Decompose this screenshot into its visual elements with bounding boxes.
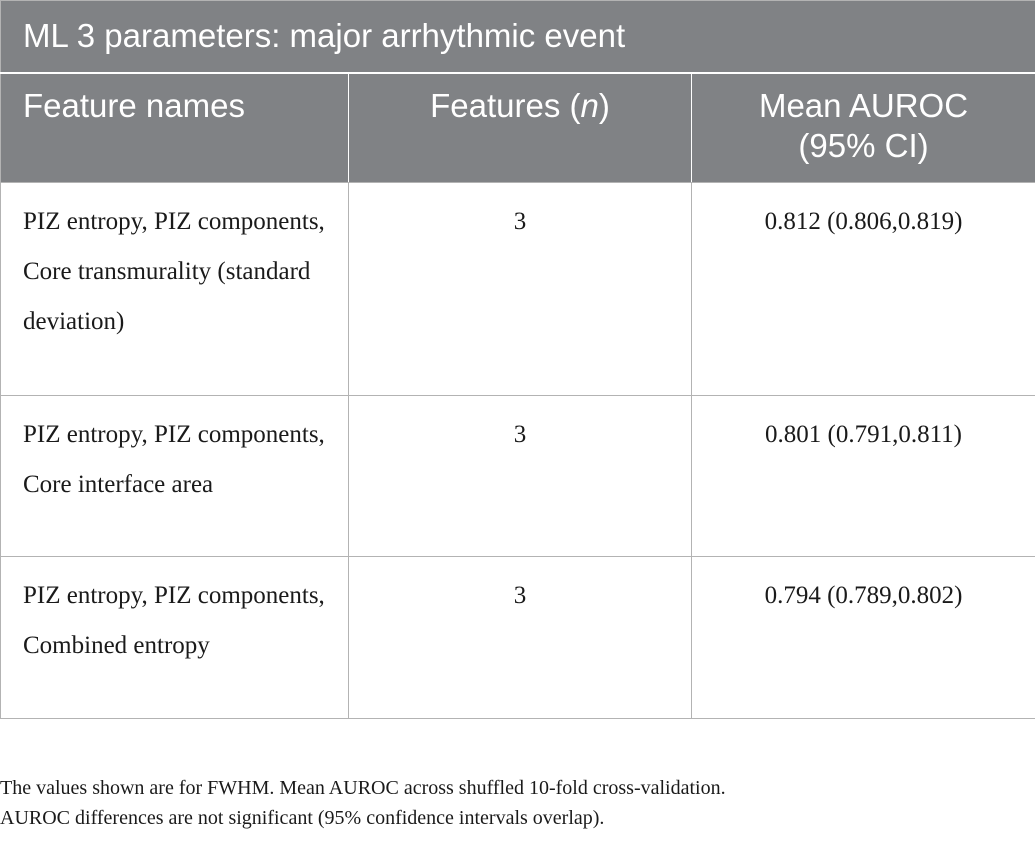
table-row [1,396,1035,557]
header-features-n-prefix: Features ( [430,86,581,124]
cell-mean-auroc: 0.794 (0.789,0.802) [692,557,1035,719]
cell-feature-names: PIZ entropy, PIZ components, Combined entropy [1,557,349,719]
header-features-n-variable: n [580,86,599,124]
table-title: ML 3 parameters: major arrhythmic event [1,1,1035,73]
header-feature-names: Feature names [1,73,349,183]
header-mean-auroc-line2: (95% CI) [798,126,929,164]
cell-mean-auroc: 0.801 (0.791,0.811) [692,396,1035,557]
cell-features-n: 3 [349,396,692,557]
header-features-n-suffix: ) [598,86,610,124]
header-mean-auroc-line1: Mean AUROC [758,86,969,124]
table-header-row [1,73,1035,183]
footnote-line-2: AUROC differences are not significant (95% confidence intervals overlap). [0,807,605,829]
table-row [1,557,1035,719]
cell-mean-auroc: 0.812 (0.806,0.819) [692,183,1035,396]
footnote-line-1: The values shown are for FWHM. Mean AUROC across shuffled 10-fold cross-validation. [0,777,726,799]
table-title-row [1,1,1035,73]
table-row [1,183,1035,396]
header-mean-auroc [692,73,1035,183]
cell-feature-names: PIZ entropy, PIZ components, Core interface area [1,396,349,557]
header-features-n [349,73,692,183]
cell-features-n: 3 [349,183,692,396]
cell-features-n: 3 [349,557,692,719]
cell-feature-names: PIZ entropy, PIZ components, Core transmurality (standard deviation) [1,183,349,396]
table-footnote [0,773,1035,833]
